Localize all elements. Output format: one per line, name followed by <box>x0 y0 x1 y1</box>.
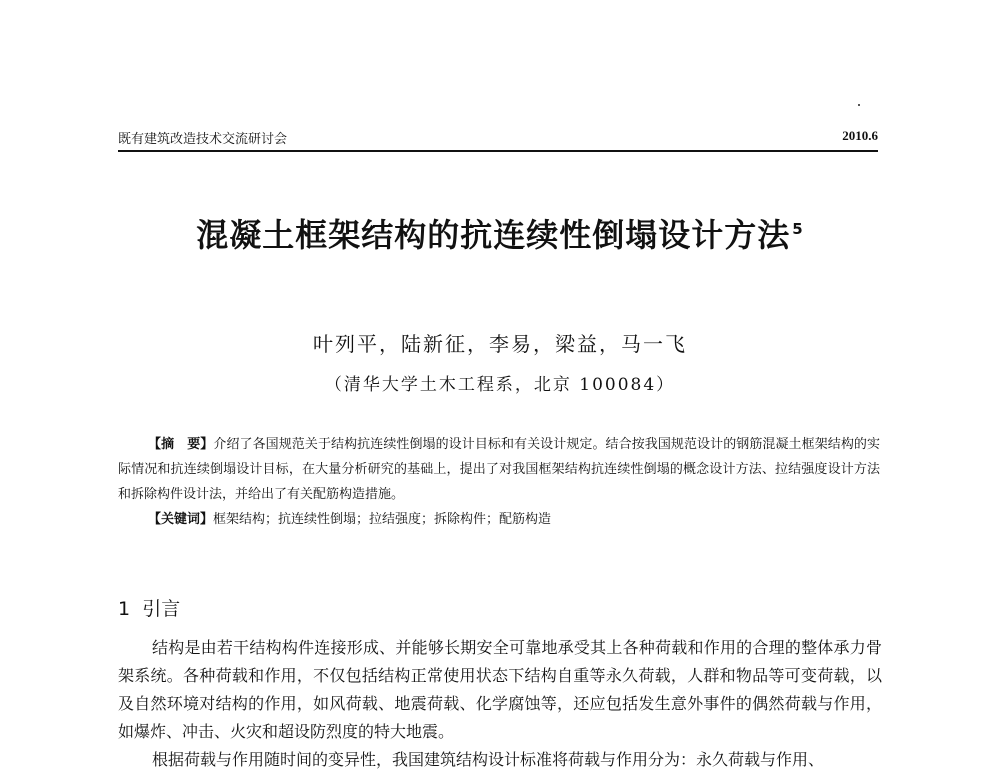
header-conference: 既有建筑改造技术交流研讨会 <box>118 132 288 147</box>
body-text <box>118 634 882 774</box>
keywords-paragraph <box>118 507 880 532</box>
section-title: 引言 <box>142 598 181 620</box>
abstract-text: 介绍了各国规范关于结构抗连续性倒塌的设计目标和有关设计规定。结合按我国规范设计的钢筋混凝土框架结构的实际情况和抗连续倒塌设计目标，在大量分析研究的基础上，提出了对我国框架结构抗连续性倒塌的概念设计方法、拉结强度设计方法和拆除构件设计法，并给出了有关配筋构造措施。 <box>118 437 880 502</box>
keywords-label: 【关键词】 <box>148 512 214 527</box>
paper-title <box>0 210 1000 256</box>
section-number: 1 <box>118 598 131 620</box>
running-header <box>118 128 878 152</box>
header-date: 2010.6 <box>842 128 878 143</box>
keywords-text: 框架结构；抗连续性倒塌；拉结强度；拆除构件；配筋构造 <box>213 512 552 527</box>
title-text: 混凝土框架结构的抗连续性倒塌设计方法 <box>196 216 791 254</box>
title-footnote-mark: 5 <box>792 220 804 239</box>
body-paragraph-1: 结构是由若干结构构件连接形成、并能够长期安全可靠地承受其上各种荷载和作用的合理的整体承力骨架系统。各种荷载和作用，不仅包括结构正常使用状态下结构自重等永久荷载，人群和物品等可变荷载，以及自然环境对结构的作用，如风荷载、地震荷载、化学腐蚀等，还应包括发生意外事件的偶然荷载与作用，如爆炸、冲击、火灾和超设防烈度的特大地震。 <box>118 638 882 741</box>
abstract-label: 【摘 要】 <box>148 437 214 452</box>
body-paragraph-2: 根据荷载与作用随时间的变异性，我国建筑结构设计标准将荷载与作用分为：永久荷载与作用、 <box>152 750 825 769</box>
abstract-paragraph <box>118 432 880 507</box>
scan-speck <box>858 104 860 106</box>
section-heading <box>118 594 180 621</box>
author-list: 叶列平，陆新征，李易，梁益，马一飞 <box>313 332 687 356</box>
abstract-block <box>118 432 880 532</box>
affiliation: （清华大学土木工程系，北京 100084） <box>324 375 676 395</box>
